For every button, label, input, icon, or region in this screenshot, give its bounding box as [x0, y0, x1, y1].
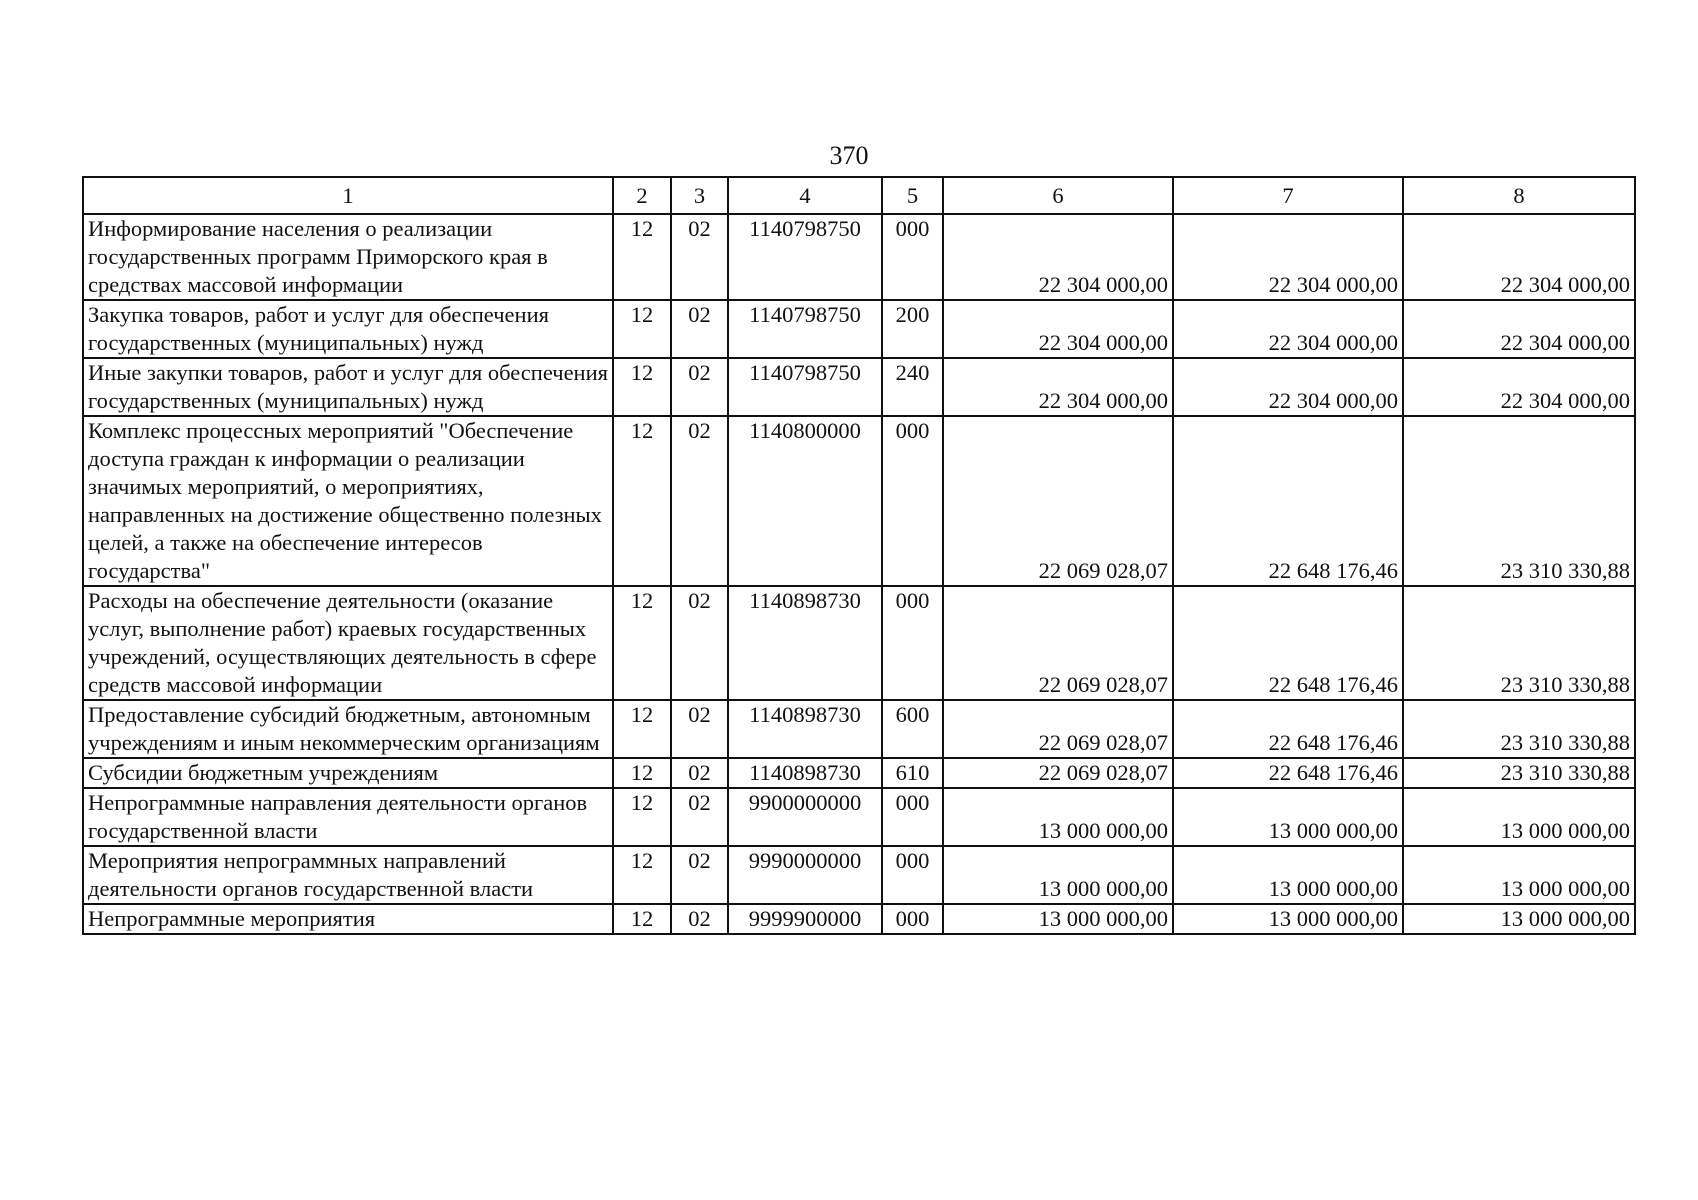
header-row [83, 177, 1635, 214]
expense-type-code: 000 [882, 904, 943, 934]
amount-col-6: 22 304 000,00 [943, 300, 1173, 358]
table-row [83, 700, 1635, 758]
amount-col-6: 22 304 000,00 [943, 358, 1173, 416]
column-header: 4 [728, 177, 882, 214]
target-article-code: 9900000000 [728, 788, 882, 846]
amount-col-6: 13 000 000,00 [943, 904, 1173, 934]
amount-col-6: 22 069 028,07 [943, 758, 1173, 788]
target-article-code: 1140898730 [728, 758, 882, 788]
section-code: 12 [613, 700, 671, 758]
section-code: 12 [613, 788, 671, 846]
amount-col-6: 22 304 000,00 [943, 214, 1173, 300]
amount-col-7: 22 648 176,46 [1173, 700, 1403, 758]
subsection-code: 02 [671, 758, 728, 788]
amount-col-6: 22 069 028,07 [943, 416, 1173, 586]
amount-col-7: 22 648 176,46 [1173, 586, 1403, 700]
section-code: 12 [613, 300, 671, 358]
section-code: 12 [613, 214, 671, 300]
amount-col-6: 22 069 028,07 [943, 700, 1173, 758]
target-article-code: 1140800000 [728, 416, 882, 586]
amount-col-8: 13 000 000,00 [1403, 846, 1635, 904]
target-article-code: 9990000000 [728, 846, 882, 904]
expense-type-code: 000 [882, 846, 943, 904]
table-row [83, 846, 1635, 904]
subsection-code: 02 [671, 700, 728, 758]
amount-col-7: 22 304 000,00 [1173, 300, 1403, 358]
amount-col-6: 13 000 000,00 [943, 846, 1173, 904]
section-code: 12 [613, 904, 671, 934]
section-code: 12 [613, 846, 671, 904]
amount-col-8: 22 304 000,00 [1403, 214, 1635, 300]
subsection-code: 02 [671, 358, 728, 416]
target-article-code: 1140898730 [728, 586, 882, 700]
target-article-code: 9999900000 [728, 904, 882, 934]
table-row [83, 586, 1635, 700]
amount-col-7: 22 648 176,46 [1173, 758, 1403, 788]
expense-type-code: 600 [882, 700, 943, 758]
amount-col-8: 13 000 000,00 [1403, 788, 1635, 846]
table-row [83, 358, 1635, 416]
amount-col-8: 22 304 000,00 [1403, 300, 1635, 358]
amount-col-7: 13 000 000,00 [1173, 788, 1403, 846]
budget-table [82, 176, 1636, 935]
amount-col-6: 13 000 000,00 [943, 788, 1173, 846]
amount-col-8: 23 310 330,88 [1403, 586, 1635, 700]
table-row [83, 214, 1635, 300]
expense-type-code: 200 [882, 300, 943, 358]
amount-col-6: 22 069 028,07 [943, 586, 1173, 700]
column-header: 3 [671, 177, 728, 214]
row-name: Непрограммные направления деятельности органов государственной власти [83, 788, 613, 846]
row-name: Комплекс процессных мероприятий "Обеспечение доступа граждан к информации о реализации значимых мероприятий, о мероприятиях, направленных на достижение общественно полезных целей, а также на обеспечение интересов государства" [83, 416, 613, 586]
amount-col-7: 22 304 000,00 [1173, 214, 1403, 300]
column-header: 7 [1173, 177, 1403, 214]
page-number: 370 [829, 141, 869, 170]
amount-col-8: 22 304 000,00 [1403, 358, 1635, 416]
table-row [83, 904, 1635, 934]
column-header: 8 [1403, 177, 1635, 214]
expense-type-code: 610 [882, 758, 943, 788]
table-row [83, 788, 1635, 846]
expense-type-code: 000 [882, 586, 943, 700]
section-code: 12 [613, 416, 671, 586]
expense-type-code: 000 [882, 416, 943, 586]
row-name: Иные закупки товаров, работ и услуг для обеспечения государственных (муниципальных) нужд [83, 358, 613, 416]
subsection-code: 02 [671, 300, 728, 358]
table-row [83, 416, 1635, 586]
subsection-code: 02 [671, 904, 728, 934]
amount-col-7: 13 000 000,00 [1173, 904, 1403, 934]
column-header: 6 [943, 177, 1173, 214]
target-article-code: 1140798750 [728, 358, 882, 416]
column-header: 2 [613, 177, 671, 214]
table-row [83, 300, 1635, 358]
expense-type-code: 000 [882, 214, 943, 300]
row-name: Непрограммные мероприятия [83, 904, 613, 934]
amount-col-8: 13 000 000,00 [1403, 904, 1635, 934]
column-header: 1 [83, 177, 613, 214]
row-name: Мероприятия непрограммных направлений деятельности органов государственной власти [83, 846, 613, 904]
row-name: Субсидии бюджетным учреждениям [83, 758, 613, 788]
subsection-code: 02 [671, 788, 728, 846]
row-name: Информирование населения о реализации государственных программ Приморского края в средствах массовой информации [83, 214, 613, 300]
amount-col-8: 23 310 330,88 [1403, 758, 1635, 788]
target-article-code: 1140798750 [728, 300, 882, 358]
row-name: Предоставление субсидий бюджетным, автономным учреждениям и иным некоммерческим организациям [83, 700, 613, 758]
column-header: 5 [882, 177, 943, 214]
expense-type-code: 000 [882, 788, 943, 846]
amount-col-7: 13 000 000,00 [1173, 846, 1403, 904]
section-code: 12 [613, 358, 671, 416]
expense-type-code: 240 [882, 358, 943, 416]
target-article-code: 1140798750 [728, 214, 882, 300]
amount-col-8: 23 310 330,88 [1403, 416, 1635, 586]
amount-col-7: 22 648 176,46 [1173, 416, 1403, 586]
section-code: 12 [613, 758, 671, 788]
amount-col-8: 23 310 330,88 [1403, 700, 1635, 758]
table-row [83, 758, 1635, 788]
subsection-code: 02 [671, 586, 728, 700]
subsection-code: 02 [671, 214, 728, 300]
row-name: Закупка товаров, работ и услуг для обеспечения государственных (муниципальных) нужд [83, 300, 613, 358]
row-name: Расходы на обеспечение деятельности (оказание услуг, выполнение работ) краевых государственных учреждений, осуществляющих деятельность в сфере средств массовой информации [83, 586, 613, 700]
amount-col-7: 22 304 000,00 [1173, 358, 1403, 416]
section-code: 12 [613, 586, 671, 700]
subsection-code: 02 [671, 846, 728, 904]
target-article-code: 1140898730 [728, 700, 882, 758]
subsection-code: 02 [671, 416, 728, 586]
